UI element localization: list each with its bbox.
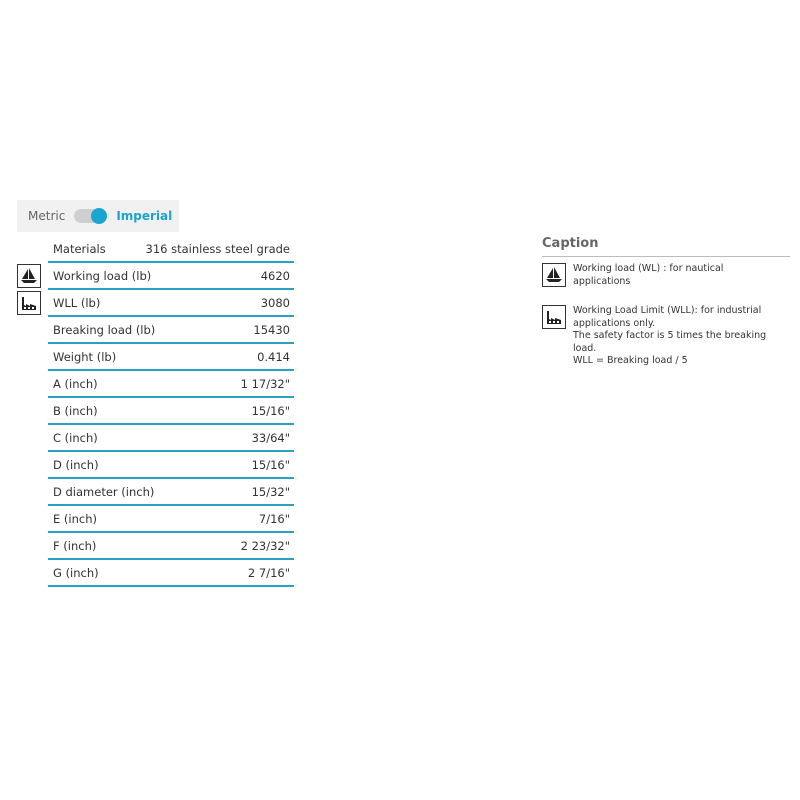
unit-switch-knob[interactable] [91,208,107,224]
caption-line: applications [573,275,631,287]
spec-value: 1 17/32" [240,376,290,391]
table-row [48,371,294,398]
imperial-option[interactable]: Imperial [116,209,173,223]
metric-option[interactable]: Metric [28,209,66,223]
table-row [48,344,294,371]
unit-toggle [17,200,179,232]
spec-label: B (inch) [53,403,98,418]
caption-line: Working load (WL) : for nautical [573,263,724,274]
table-row [48,479,294,506]
spec-label: D diameter (inch) [53,484,155,499]
sailboat-icon [542,263,566,287]
spec-label: D (inch) [53,457,99,472]
table-row [48,263,294,290]
sailboat-icon [17,264,41,288]
caption-panel [542,236,790,368]
unit-switch[interactable] [74,209,106,223]
caption-text [573,263,723,288]
spec-label: G (inch) [53,565,99,580]
spec-value: 15430 [253,322,290,337]
spec-value: 15/32" [251,484,290,499]
caption-item-industrial [542,305,790,368]
table-row [48,398,294,425]
caption-text [573,305,766,368]
spec-value: 0.414 [257,349,290,364]
spec-value: 4620 [260,268,290,283]
spec-value: 316 stainless steel grade [145,241,290,256]
spec-value: 15/16" [251,457,290,472]
spec-value: 2 7/16" [247,565,290,580]
table-row [48,236,294,263]
spec-label: Weight (lb) [53,349,117,364]
table-row [48,290,294,317]
caption-line: load. [573,342,597,354]
spec-value: 7/16" [258,511,290,526]
spec-value: 3080 [260,295,290,310]
caption-line: WLL = Breaking load / 5 [573,355,688,366]
table-row [48,452,294,479]
table-row [48,506,294,533]
spec-label: E (inch) [53,511,97,526]
spec-label: WLL (lb) [53,295,101,310]
caption-item-nautical [542,263,790,288]
factory-icon [542,305,566,329]
table-row [48,317,294,344]
spec-label: C (inch) [53,430,98,445]
spec-value: 15/16" [251,403,290,418]
table-row [48,560,294,587]
spec-value: 33/64" [251,430,290,445]
table-row [48,425,294,452]
caption-line: Working Load Limit (WLL): for industrial [573,305,762,316]
spec-label: F (inch) [53,538,97,553]
table-row [48,533,294,560]
spec-table [48,236,294,587]
caption-line: applications only. [573,317,656,329]
factory-icon [17,291,41,315]
spec-value: 2 23/32" [240,538,290,553]
caption-line: The safety factor is 5 times the breaking [573,330,767,341]
spec-label: Materials [53,241,106,256]
spec-label: Working load (lb) [53,268,152,283]
spec-label: A (inch) [53,376,98,391]
caption-title: Caption [542,236,790,257]
spec-label: Breaking load (lb) [53,322,156,337]
